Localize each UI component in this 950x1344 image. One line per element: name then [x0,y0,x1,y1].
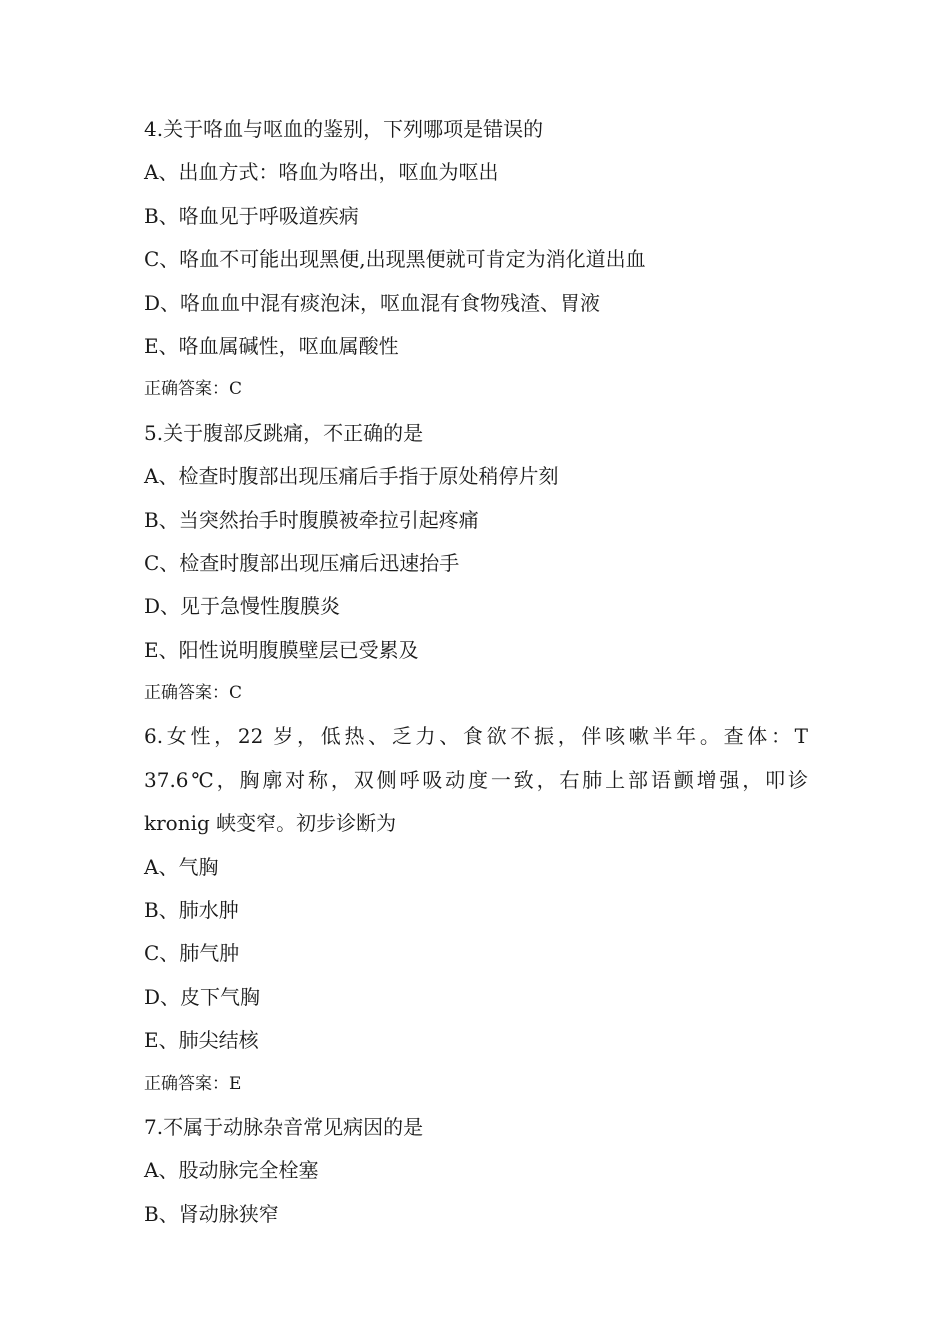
option-e: E、阳性说明腹膜壁层已受累及 [144,637,419,662]
option-e: E、肺尖结核 [144,1028,259,1053]
option-a: A、气胸 [144,854,219,879]
option-d: D、咯血血中混有痰泡沫，呕血混有食物残渣、胃液 [144,290,601,315]
option-a: A、股动脉完全栓塞 [144,1158,319,1183]
question-stem-line-1: 6.女性，22 岁，低热、乏力、食欲不振，伴咳嗽半年。查体：T [144,724,808,749]
correct-answer: 正确答案：C [144,683,243,704]
question-stem: 4.关于咯血与呕血的鉴别，下列哪项是错误的 [144,117,544,141]
option-c: C、咯血不可能出现黑便,出现黑便就可肯定为消化道出血 [144,247,646,272]
option-a: A、出血方式：咯血为咯出，呕血为呕出 [144,160,499,185]
question-stem: 5.关于腹部反跳痛，不正确的是 [144,420,424,445]
option-a: A、检查时腹部出现压痛后手指于原处稍停片刻 [144,464,559,489]
option-c: C、检查时腹部出现压痛后迅速抬手 [144,550,460,575]
option-e: E、咯血属碱性，呕血属酸性 [144,333,399,358]
option-b: B、咯血见于呼吸道疾病 [144,203,359,228]
question-4 [144,108,808,412]
option-c: C、肺气肿 [144,941,240,966]
question-stem-line-2: 37.6℃，胸廓对称，双侧呼吸动度一致，右肺上部语颤增强，叩诊 [144,767,808,792]
option-d: D、皮下气胸 [144,984,261,1009]
question-7 [144,1106,808,1236]
option-d: D、见于急慢性腹膜炎 [144,594,341,619]
question-5 [144,412,808,716]
option-b: B、当突然抬手时腹膜被牵拉引起疼痛 [144,507,479,532]
option-b: B、肾动脉狭窄 [144,1201,279,1226]
correct-answer: 正确答案：E [144,1073,242,1094]
question-stem-line-3: kronig 峡变窄。初步诊断为 [144,811,397,836]
question-6 [144,715,808,1106]
question-stem [144,715,808,845]
correct-answer: 正确答案：C [144,379,243,400]
option-b: B、肺水肿 [144,898,239,923]
document-page [144,108,808,1236]
question-stem: 7.不属于动脉杂音常见病因的是 [144,1114,424,1139]
